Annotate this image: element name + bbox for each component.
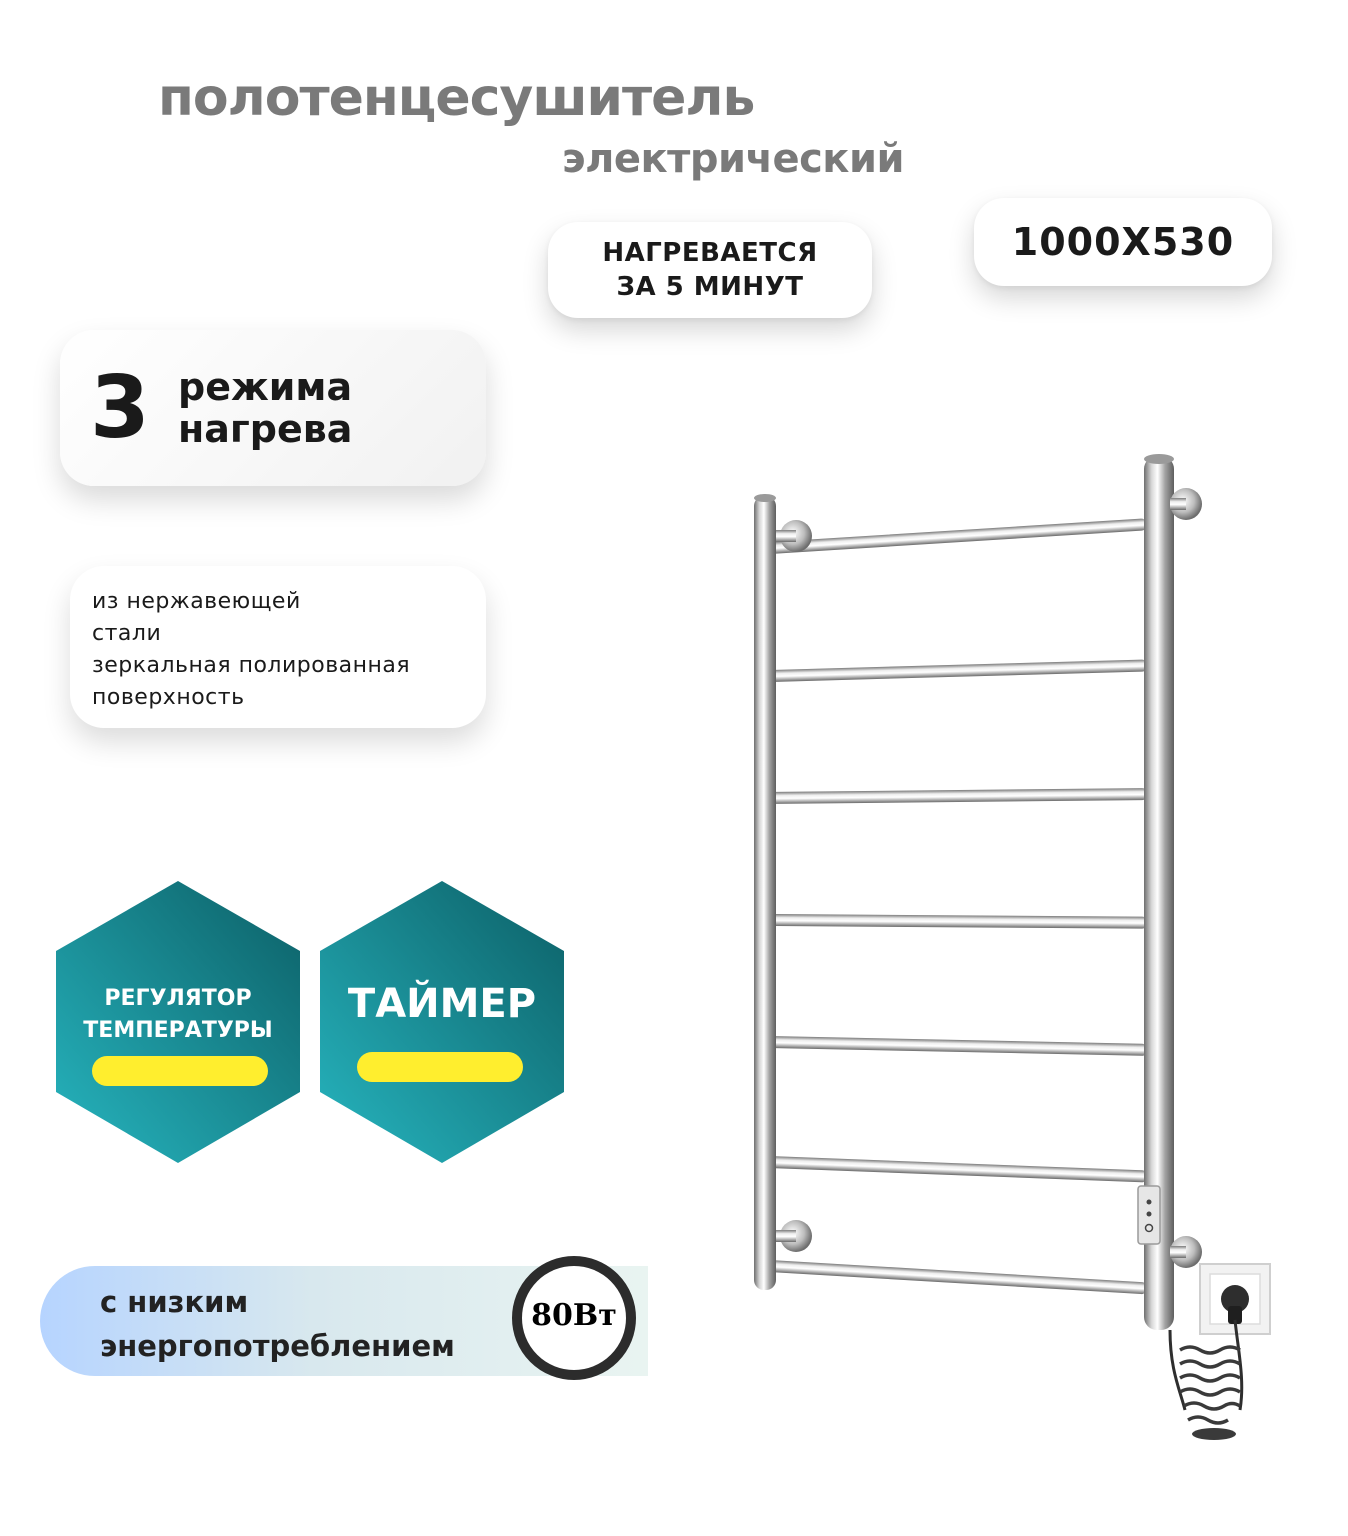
heating-modes-card	[60, 330, 486, 486]
modes-count: 3	[90, 358, 150, 458]
temperature-regulator-badge	[56, 881, 300, 1163]
material-line: стали	[92, 621, 162, 646]
heat-time-badge	[548, 222, 872, 318]
yellow-bar	[92, 1056, 268, 1086]
towel-rail-image	[740, 450, 1280, 1450]
timer-badge	[320, 881, 564, 1163]
power-text: 80Вт	[531, 1298, 617, 1333]
power-badge	[512, 1256, 636, 1380]
material-text	[92, 586, 410, 714]
timer-label: ТАЙМЕР	[347, 981, 537, 1027]
yellow-bar	[357, 1052, 523, 1082]
temperature-regulator-label: РЕГУЛЯТОР ТЕМПЕРАТУРЫ	[83, 986, 273, 1043]
heat-time-text: НАГРЕВАЕТСЯ ЗА 5 МИНУТ	[602, 238, 818, 302]
material-card	[70, 566, 486, 728]
product-subtitle: электрический	[561, 136, 904, 182]
modes-label: режима нагрева	[178, 365, 353, 451]
material-line: поверхность	[92, 685, 245, 710]
energy-text: с низким энергопотреблением	[100, 1285, 455, 1363]
material-line: из нержавеющей	[92, 589, 301, 614]
product-title: полотенцесушитель	[158, 68, 755, 128]
size-text: 1000X530	[1011, 220, 1235, 264]
size-badge	[974, 198, 1272, 286]
material-line: зеркальная полированная	[92, 653, 411, 678]
